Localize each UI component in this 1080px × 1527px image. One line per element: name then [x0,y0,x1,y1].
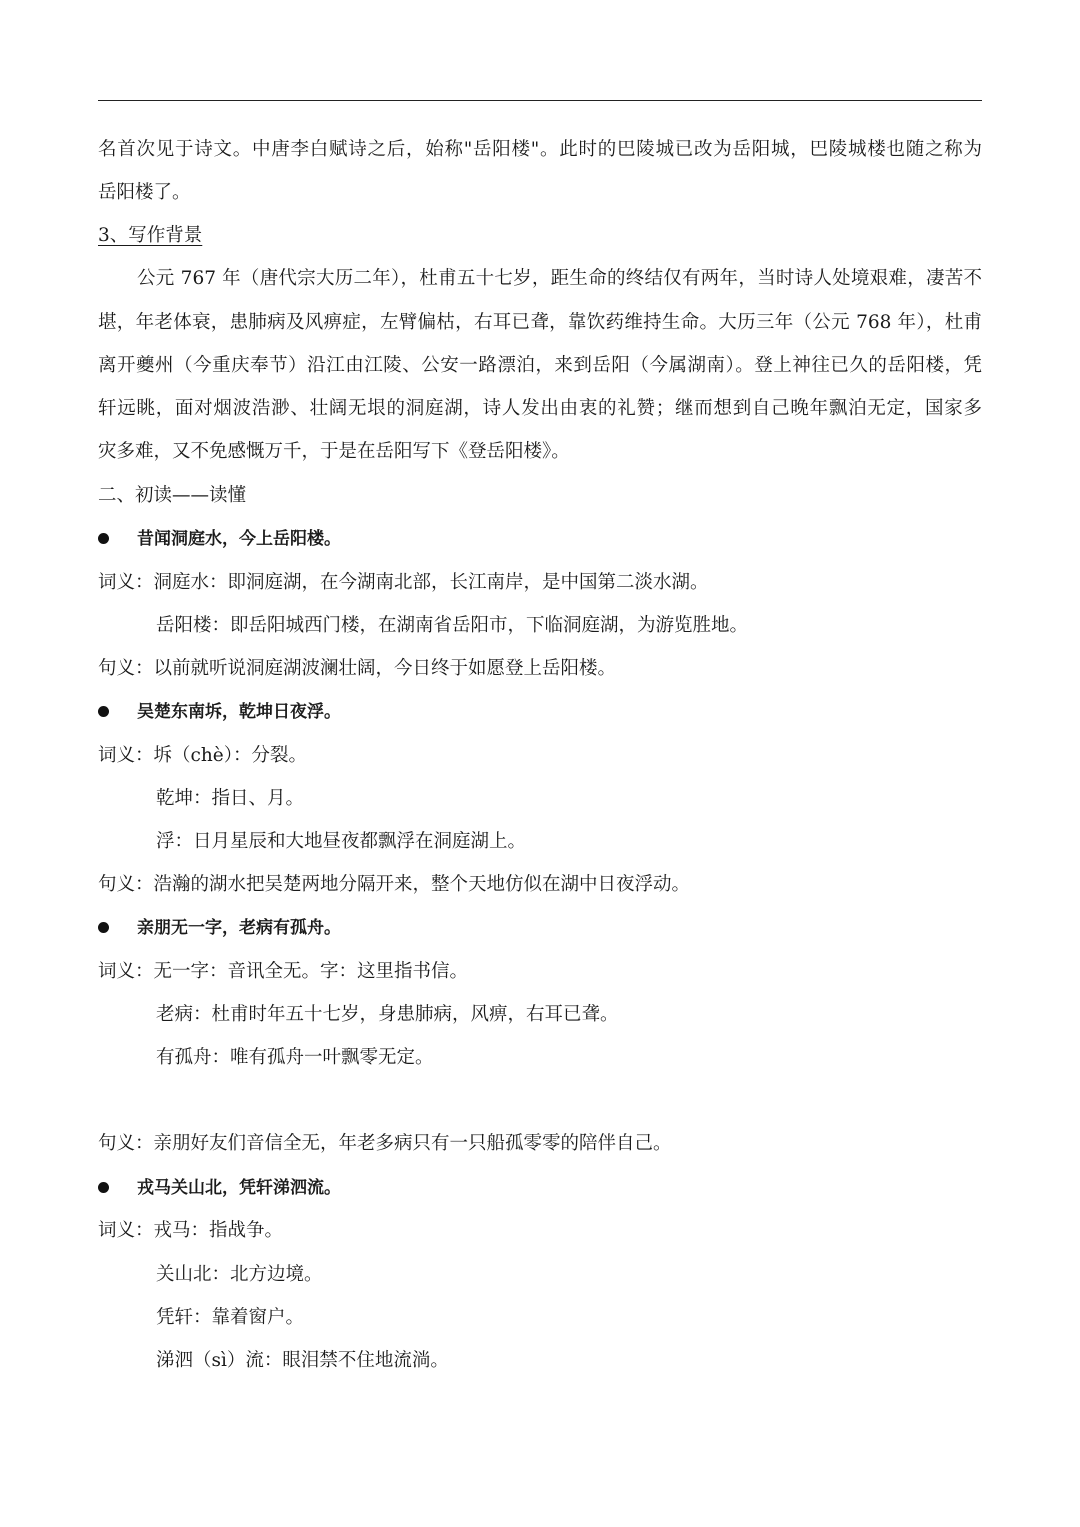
bullet-icon [98,1182,109,1193]
section-heading-first-reading: 二、初读——读懂 [98,485,247,506]
paragraph-line: 离开夔州（今重庆奉节）沿江由江陵、公安一路漂泊，来到岳阳（今属湖南）。登上神往已久的岳阳楼，凭 [98,355,982,376]
word-meaning: 岳阳楼：即岳阳城西门楼，在湖南省岳阳市，下临洞庭湖，为游览胜地。 [156,615,749,636]
header-rule [98,100,982,101]
sentence-meaning: 句义：亲朋好友们音信全无，年老多病只有一只船孤零零的陪伴自己。 [98,1133,672,1154]
paragraph-line: 公元 767 年（唐代宗大历二年），杜甫五十七岁，距生命的终结仅有两年，当时诗人处境艰难，凄苦不 [137,268,982,289]
poem-line-3: 亲朋无一字，老病有孤舟。 [98,914,982,942]
word-meaning: 词义：洞庭水：即洞庭湖，在今湖南北部，长江南岸，是中国第二淡水湖。 [98,572,709,593]
poem-line-1: 昔闻洞庭水，今上岳阳楼。 [98,525,982,553]
word-meaning: 涕泗（sì）流：眼泪禁不住地流淌。 [156,1350,449,1371]
word-meaning: 关山北：北方边境。 [156,1264,323,1285]
section-heading-writing-background: 3、写作背景 [98,225,203,246]
word-meaning: 老病：杜甫时年五十七岁，身患肺病，风痹，右耳已聋。 [156,1004,619,1025]
paragraph-line: 名首次见于诗文。中唐李白赋诗之后，始称"岳阳楼"。此时的巴陵城已改为岳阳城，巴陵城楼也随之称为 [98,139,982,160]
word-meaning: 浮：日月星辰和大地昼夜都飘浮在洞庭湖上。 [156,831,527,852]
word-meaning: 乾坤：指日、月。 [156,788,305,809]
poem-line-4: 戎马关山北，凭轩涕泗流。 [98,1174,982,1202]
paragraph-line: 堪，年老体衰，患肺病及风痹症，左臂偏枯，右耳已聋，靠饮药维持生命。大历三年（公元 768 年），杜甫 [98,312,982,333]
paragraph-line: 轩远眺，面对烟波浩渺、壮阔无垠的洞庭湖，诗人发出由衷的礼赞；继而想到自己晚年飘泊无定，国家多 [98,398,982,419]
bullet-icon [98,922,109,933]
bullet-icon [98,533,109,544]
word-meaning: 凭轩：靠着窗户。 [156,1307,305,1328]
paragraph-line: 灾多难，又不免感慨万千，于是在岳阳写下《登岳阳楼》。 [98,441,570,462]
sentence-meaning: 句义：浩瀚的湖水把吴楚两地分隔开来，整个天地仿似在湖中日夜浮动。 [98,874,691,895]
bullet-icon [98,706,109,717]
word-meaning: 词义：无一字：音讯全无。字：这里指书信。 [98,961,469,982]
word-meaning: 词义：戎马：指战争。 [98,1220,284,1241]
paragraph-line: 岳阳楼了。 [98,182,191,203]
word-meaning: 有孤舟：唯有孤舟一叶飘零无定。 [156,1047,434,1068]
word-meaning: 词义：坼（chè）：分裂。 [98,745,307,766]
poem-line-2: 吴楚东南坼，乾坤日夜浮。 [98,698,982,726]
sentence-meaning: 句义：以前就听说洞庭湖波澜壮阔，今日终于如愿登上岳阳楼。 [98,658,617,679]
